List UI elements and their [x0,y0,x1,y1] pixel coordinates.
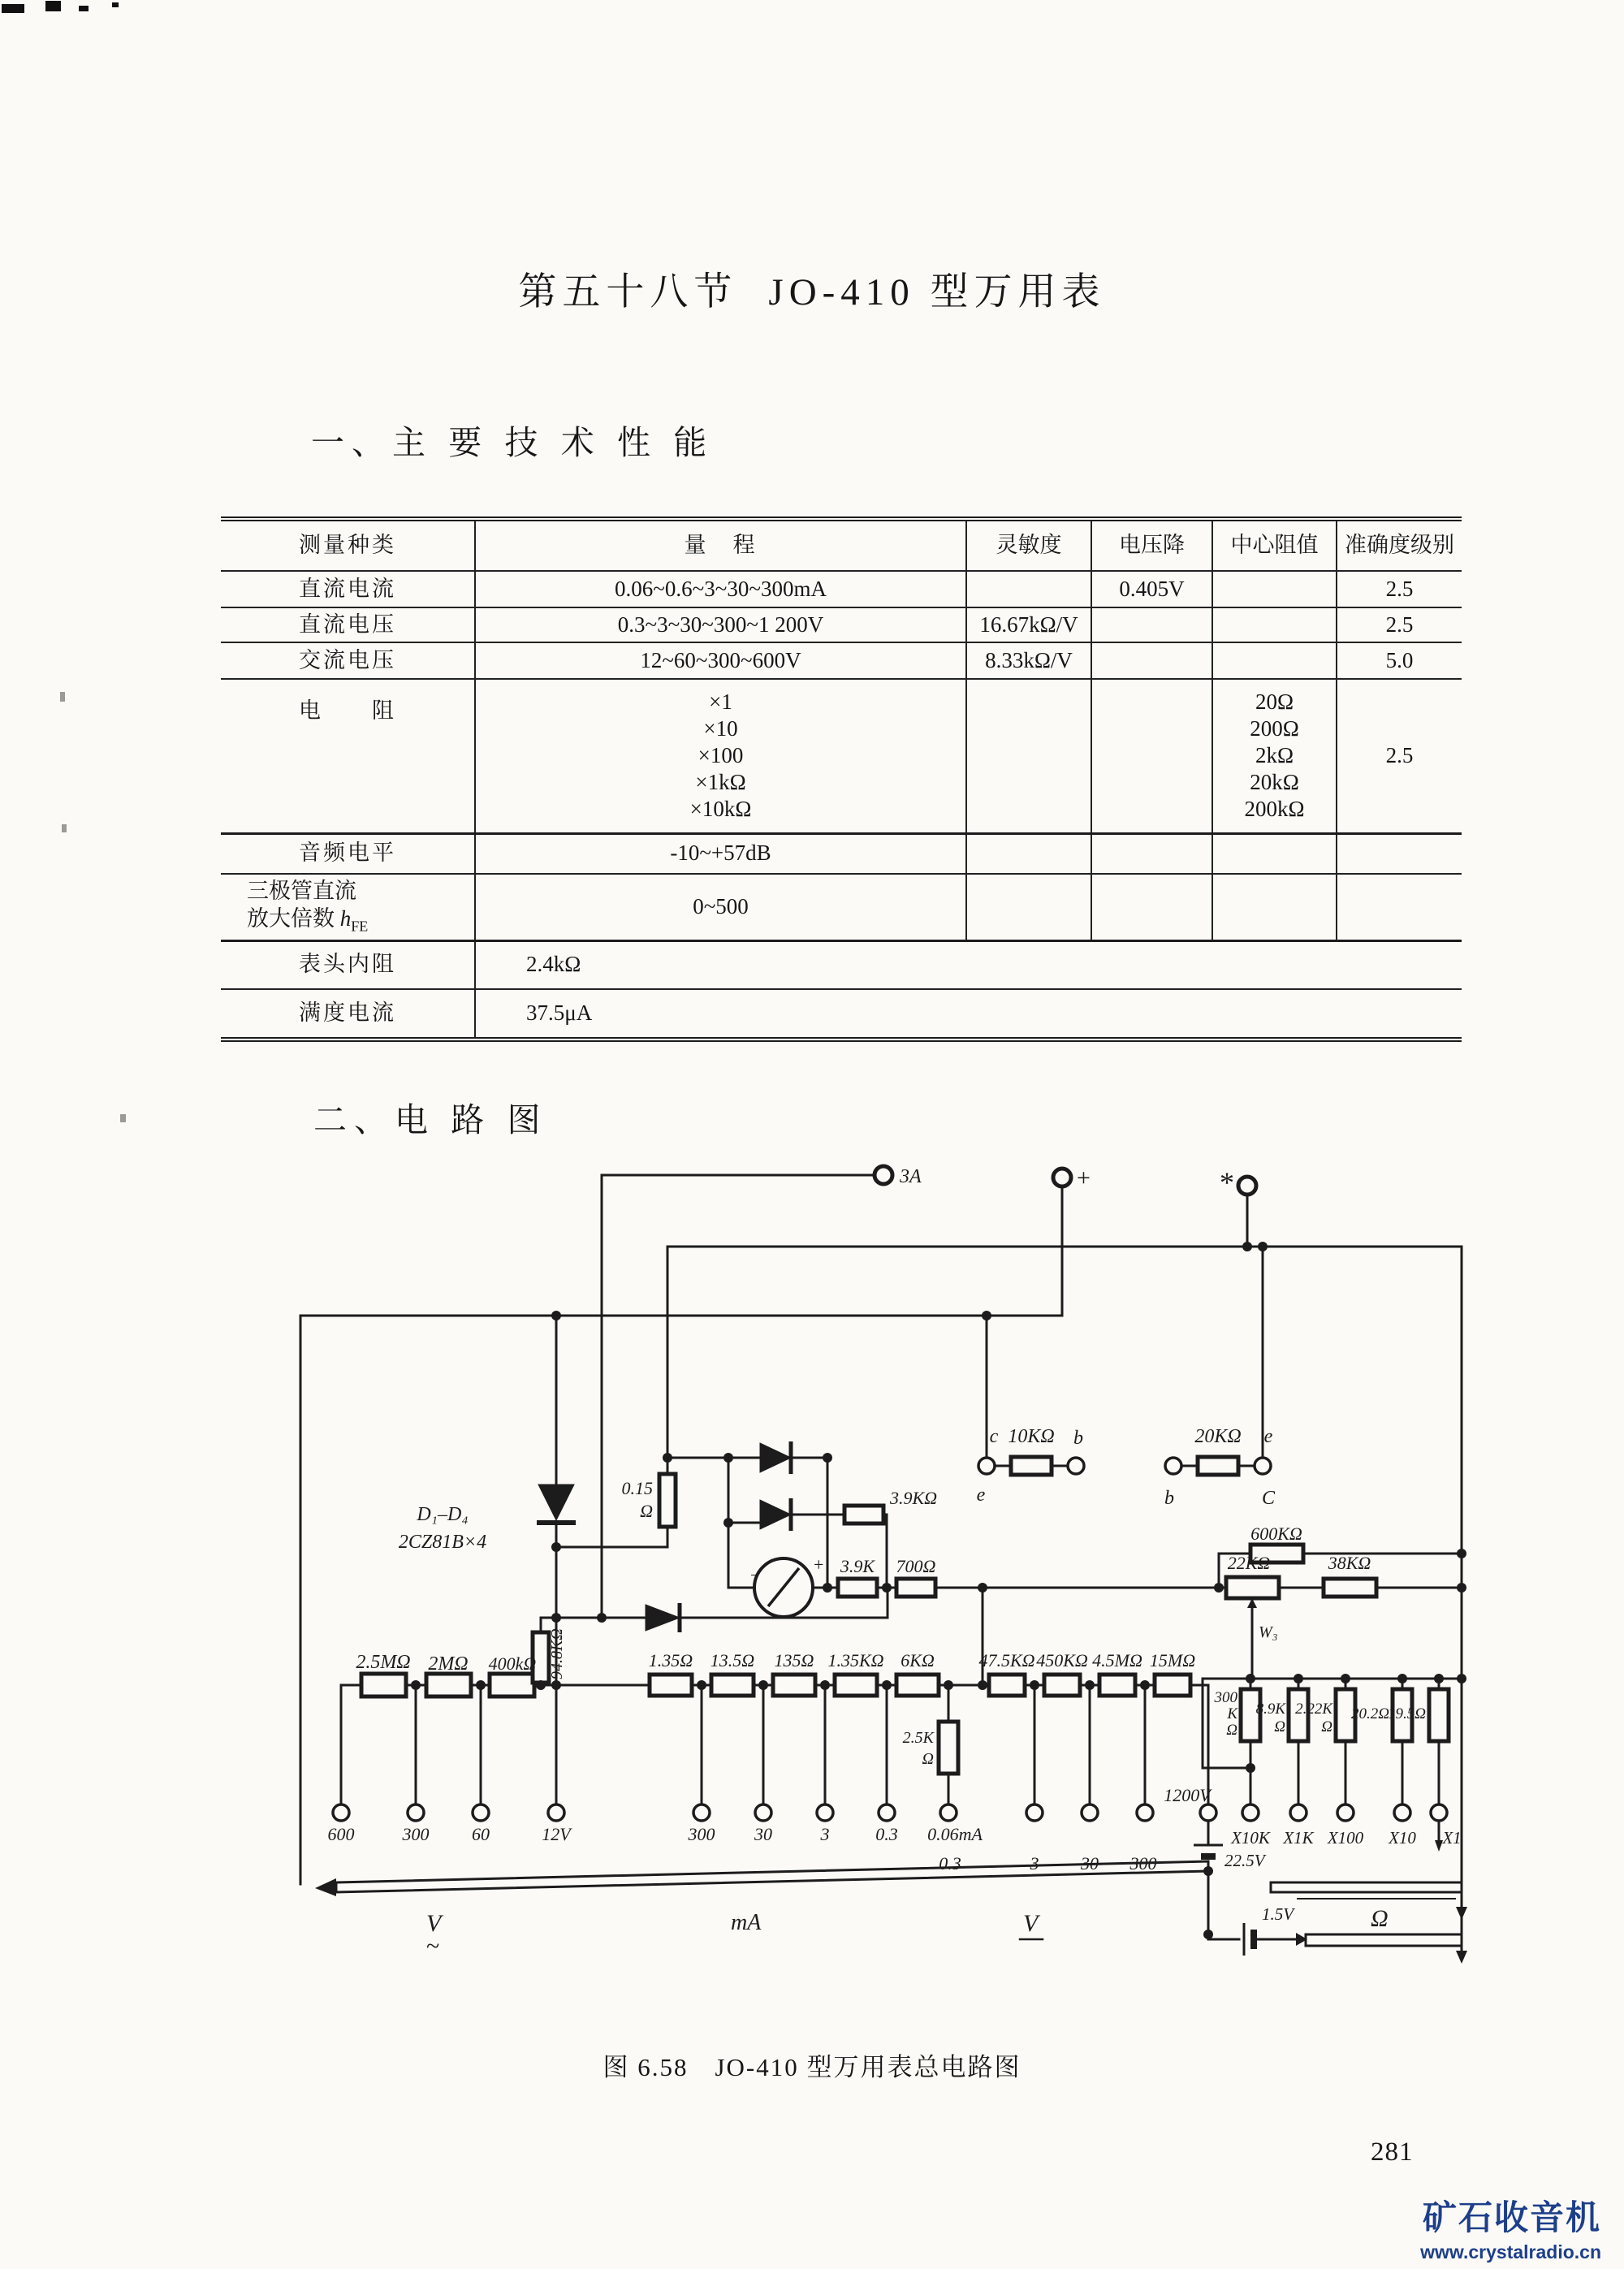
resistor-20k [1198,1457,1238,1475]
table-header-row [221,519,1462,571]
range-line: ×10 [703,716,738,741]
scan-artifact [45,1,61,11]
meter-plus-label: + [814,1554,824,1575]
w3-label: W₃ [1259,1623,1278,1641]
bus-vac-tilde: ~ [426,1933,440,1960]
header-cell: 量 程 [475,519,966,571]
table-cell: 2.5 [1337,571,1462,607]
resistor-15m-label: 15MΩ [1149,1650,1196,1670]
resistor-4.5m [1099,1675,1135,1696]
table-cell: 表头内阻 [221,940,475,989]
title-section: 第五十八节 [518,271,738,313]
contact-60-label: 60 [472,1824,490,1844]
resistor-2.5k-label: 2.5K [902,1729,934,1747]
resistor-2m [426,1674,471,1696]
battery-22.5v-label: 22.5V [1224,1851,1265,1870]
scan-speck [62,824,67,832]
table-cell: 0.3~3~30~300~1 200V [475,607,966,642]
table-cell [1212,642,1337,679]
resistor-15m [1155,1675,1190,1696]
terminal-3a-label: 3A [900,1166,922,1187]
contact-x1 [1431,1804,1447,1821]
terminal-star [1238,1177,1256,1195]
table-cell [475,679,966,833]
resistor-2m-label: 2MΩ [428,1653,469,1675]
resistor-4.5m-label: 4.5MΩ [1092,1650,1142,1670]
socket-b-label: b [1073,1428,1083,1449]
contact-x100-label: X100 [1327,1828,1364,1848]
center-line: 200Ω [1250,716,1299,741]
resistor-38k-label: 38KΩ [1328,1553,1371,1573]
dcv-30-label: 30 [1081,1853,1099,1874]
resistor-19.5 [1429,1689,1449,1741]
resistor-0.15 [659,1474,676,1527]
socket-hole-ec [1255,1458,1271,1474]
rectifier-diodes [537,1441,791,1632]
terminal-plus-label: + [1077,1165,1091,1191]
terminal-star-label: * [1220,1166,1234,1199]
table-cell: 交流电压 [221,642,475,679]
title-model: JO-410 型万用表 [768,271,1106,313]
resistor-450k [1044,1675,1080,1696]
table-cell [1212,874,1337,940]
scan-speck [60,692,65,702]
resistor-3.9k-upper-label: 3.9KΩ [890,1488,938,1508]
center-line: 20Ω [1255,689,1294,715]
bank-8.9k-1: 8.9K [1255,1701,1285,1718]
resistor-20k-label: 20KΩ [1194,1426,1242,1447]
resistor-3.9k-upper [844,1506,883,1523]
scan-artifact [79,6,89,11]
resistor-700 [896,1579,935,1597]
socket-e-label: e [976,1485,986,1506]
resistor-6k [896,1675,939,1696]
range-line: ×10kΩ [689,797,752,822]
contact-1200v-label: 1200V [1164,1785,1211,1805]
watermark-url: www.crystalradio.cn [1420,2241,1601,2263]
resistor-135 [773,1675,815,1696]
socket-c-label: c [989,1426,999,1447]
contact-x1-label: X1 [1442,1828,1462,1848]
section-heading-circuit: 二、电 路 图 [313,1101,548,1139]
table-cell [966,874,1091,940]
section-heading-specs: 一、主 要 技 术 性 能 [311,424,715,461]
resistor-2.5k [939,1722,958,1774]
table-cell [1091,679,1212,833]
figure-caption: 图 6.58 JO-410 型万用表总电路图 [603,2053,1021,2081]
contact-1200v [1200,1804,1216,1821]
table-cell [1212,679,1337,833]
bank-19.5-label: 19.5Ω [1388,1705,1426,1722]
bus-vac-label: V [426,1910,442,1937]
resistor-22k-pot [1226,1577,1279,1598]
contact-x1k-label: X1K [1283,1828,1314,1848]
table-cell: 37.5μA [475,989,1462,1039]
table-cell [1212,571,1337,607]
resistor-10k-label: 10KΩ [1008,1426,1055,1447]
diodes-label-2: 2CZ81B×4 [398,1532,487,1553]
table-cell: 满度电流 [221,989,475,1039]
table-cell [1337,874,1462,940]
contact-300v-label: 300 [402,1824,430,1844]
meter-movement [754,1558,813,1617]
table-cell: 8.33kΩ/V [966,642,1091,679]
contact-0.3ma-label: 0.3 [875,1824,898,1844]
bank-300k-1: 300 [1214,1689,1237,1706]
resistor-400k-label: 400kΩ [488,1653,537,1674]
header-cell: 测量种类 [221,519,475,571]
contact-600 [333,1804,349,1821]
terminal-plus [1053,1169,1071,1186]
scan-artifact [2,4,24,13]
table-cell: 音频电平 [221,833,475,874]
center-line: 2kΩ [1255,743,1294,768]
battery-22-5v [1194,1845,1223,1856]
table-row-hfe [221,874,1462,940]
table-row-fullscale [221,989,1462,1039]
table-cell [966,571,1091,607]
bank-300k-3: Ω [1226,1722,1237,1739]
table-cell: 16.67kΩ/V [966,607,1091,642]
socket-hole-ce [978,1458,995,1474]
center-line: 200kΩ [1244,797,1305,822]
multimeter-circuit-diagram [276,1153,1494,2063]
resistor-47.5k-label: 47.5KΩ [978,1650,1035,1670]
page-title [0,261,1624,316]
resistor-2.5m [361,1674,406,1696]
table-cell [1091,833,1212,874]
contact-12v-label: 12V [542,1824,571,1844]
resistor-38k [1324,1579,1376,1597]
resistor-6k-label: 6KΩ [901,1650,935,1670]
resistor-2.5k-unit: Ω [922,1750,934,1768]
contact-dc300 [1137,1804,1153,1821]
contact-x10k [1242,1804,1259,1821]
bank-20.2-label: 20.2Ω [1351,1705,1389,1722]
bank-8.9k-2: Ω [1274,1718,1285,1735]
resistor-700-label: 700Ω [896,1556,936,1576]
socket-c2-label: C [1261,1488,1276,1509]
table-cell [1337,833,1462,874]
resistor-47.5k [989,1675,1025,1696]
table-row [221,607,1462,642]
contact-dc3 [1026,1804,1043,1821]
hfe-line1: 三极管直流 [247,879,356,904]
table-row [221,571,1462,607]
bus-ma-label: mA [731,1910,762,1935]
contact-3ma [817,1804,833,1821]
page-number: 281 [1371,2137,1414,2167]
table-cell [1091,642,1212,679]
resistor-94.8k-label: 94.8KΩ [548,1628,566,1679]
resistor-450k-label: 450KΩ [1036,1650,1088,1670]
resistor-1.35k [835,1675,877,1696]
header-cell: 准确度级别 [1337,519,1462,571]
table-cell: 直流电压 [221,607,475,642]
table-row [221,642,1462,679]
socket-hole-b [1068,1458,1084,1474]
contact-x10k-label: X10K [1231,1828,1270,1848]
bank-300k-2: K [1227,1705,1237,1722]
scan-artifact [112,2,119,7]
table-row-audio [221,833,1462,874]
contact-300ma [693,1804,710,1821]
resistor-13.5-label: 13.5Ω [710,1650,755,1670]
range-line: ×100 [698,743,744,768]
contact-0.06ma [940,1804,957,1821]
meter-minus-label: − [750,1567,760,1584]
table-row-meter-resistance [221,940,1462,989]
contact-x100 [1337,1804,1354,1821]
resistor-0.15-unit: Ω [640,1501,653,1521]
contact-x1k [1290,1804,1307,1821]
table-cell: 0~500 [475,874,966,940]
table-cell [966,679,1091,833]
contact-dc30 [1082,1804,1098,1821]
resistor-3.9k [838,1579,877,1597]
contact-600-label: 600 [327,1824,355,1844]
header-cell: 中心阻值 [1212,519,1337,571]
resistor-1.35 [650,1675,692,1696]
contact-x10-label: X10 [1389,1828,1416,1848]
resistor-13.5 [711,1675,754,1696]
resistor-400k [490,1674,534,1696]
table-cell: 0.405V [1091,571,1212,607]
contact-30ma [755,1804,771,1821]
resistor-1.35k-label: 1.35KΩ [827,1650,884,1670]
table-cell: 0.06~0.6~3~30~300mA [475,571,966,607]
table-cell [1091,874,1212,940]
table-cell: 电 阻 [221,679,475,833]
table-cell: 5.0 [1337,642,1462,679]
watermark [1420,2191,1601,2263]
edge-arrow-icon [1456,1907,1467,1920]
resistor-0.15-label: 0.15 [621,1478,653,1498]
resistor-2.5m-label: 2.5MΩ [356,1652,411,1673]
table-cell: 2.5 [1337,607,1462,642]
spec-table [221,516,1462,1042]
diodes-label-1: D₁–D₄ [417,1504,469,1525]
contact-3ma-label: 3 [820,1824,830,1844]
socket-hole-b2 [1165,1458,1181,1474]
table-cell: -10~+57dB [475,833,966,874]
range-line: ×1 [709,689,732,715]
resistor-10k [1011,1457,1052,1475]
dcv-300-label: 300 [1129,1853,1157,1874]
terminal-3a [875,1166,892,1184]
contact-x10 [1394,1804,1410,1821]
contact-0.3ma [879,1804,895,1821]
header-cell: 电压降 [1091,519,1212,571]
contact-12v [548,1804,564,1821]
resistor-600k-label: 600KΩ [1250,1523,1302,1544]
center-line: 20kΩ [1250,770,1299,795]
socket-e2-label: e [1263,1426,1273,1447]
table-cell [221,874,475,940]
hfe-line2: 放大倍数 $h_{FE}$ [247,906,369,935]
watermark-name: 矿石收音机 [1422,2198,1601,2237]
bus-ohm-label: Ω [1371,1905,1389,1932]
bank-2.22k-2: Ω [1321,1718,1332,1735]
resistor-22k-label: 22KΩ [1227,1553,1271,1573]
table-cell: 2.4kΩ [475,940,1462,989]
bar-arrow-icon [315,1878,336,1896]
header-cell: 灵敏度 [966,519,1091,571]
contact-30ma-label: 30 [754,1824,772,1844]
resistor-3.9k-label: 3.9K [840,1556,875,1576]
contact-0.06ma-label: 0.06mA [927,1824,983,1844]
table-cell [1212,607,1337,642]
range-line: ×1kΩ [695,770,746,795]
battery-1-5v [1244,1923,1254,1956]
contact-300v [408,1804,424,1821]
resistor-135-label: 135Ω [774,1650,814,1670]
socket-b2-label: b [1164,1488,1174,1509]
table-cell [1212,833,1337,874]
table-cell: 直流电流 [221,571,475,607]
dcv-3-label: 3 [1030,1853,1039,1874]
table-cell [966,833,1091,874]
contact-60 [473,1804,489,1821]
table-row-resistance [221,679,1462,833]
table-cell: 12~60~300~600V [475,642,966,679]
bus-vdc-label: V [1023,1910,1039,1937]
resistor-1.35-label: 1.35Ω [648,1650,693,1670]
table-cell [1091,607,1212,642]
battery-1.5v-label: 1.5V [1262,1904,1294,1924]
contact-300ma-label: 300 [688,1824,715,1844]
edge-arrow-icon [1456,1951,1467,1964]
table-cell: 2.5 [1337,679,1462,833]
dcv-0.3-label: 0.3 [939,1853,961,1874]
bank-2.22k-1: 2.22K [1295,1701,1332,1718]
scan-speck [120,1114,126,1122]
